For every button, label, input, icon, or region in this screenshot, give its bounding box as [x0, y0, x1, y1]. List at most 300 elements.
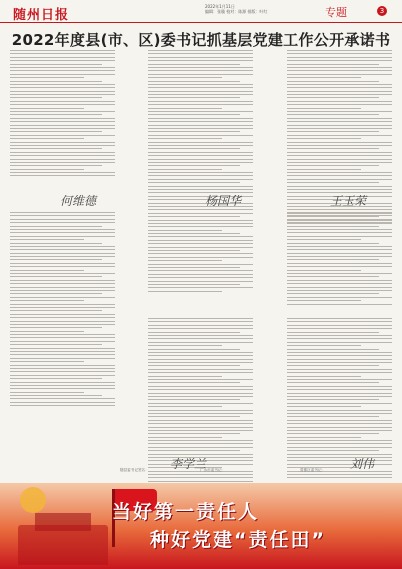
- signature-5: 刘伟: [350, 457, 375, 471]
- text-line: [10, 152, 115, 153]
- text-line: [287, 443, 392, 444]
- text-line: [10, 321, 115, 322]
- text-line: [287, 403, 392, 404]
- text-line: [287, 212, 392, 213]
- text-line: [287, 321, 392, 322]
- text-line: [148, 277, 253, 278]
- text-line: [287, 165, 379, 166]
- text-line: [287, 416, 379, 417]
- text-line: [287, 169, 361, 170]
- text-line: [148, 287, 253, 288]
- text-line: [10, 317, 115, 318]
- text-line: [287, 121, 392, 122]
- text-line: [287, 355, 392, 356]
- text-line: [10, 53, 115, 54]
- text-line: [10, 341, 115, 342]
- text-line: [148, 481, 253, 482]
- text-line: [148, 274, 253, 275]
- text-line: [148, 172, 253, 173]
- masthead: [0, 0, 402, 23]
- text-line: [10, 259, 102, 260]
- text-line: [10, 307, 115, 308]
- text-line: [148, 365, 240, 366]
- text-line: [148, 477, 253, 478]
- text-line: [287, 259, 379, 260]
- text-line: [287, 325, 392, 326]
- signature-3: 王玉荣: [330, 194, 367, 208]
- text-line: [287, 266, 392, 267]
- text-line: [148, 121, 253, 122]
- text-line: [10, 94, 115, 95]
- banner-slogan-line-2: 种好党建“责任田”: [150, 529, 326, 551]
- text-line: [148, 67, 253, 68]
- text-line: [148, 399, 240, 400]
- text-line: [287, 114, 379, 115]
- text-line: [148, 240, 253, 241]
- text-line: [287, 215, 392, 216]
- text-line: [148, 53, 253, 54]
- text-line: [148, 250, 240, 251]
- text-line: [148, 318, 253, 319]
- text-line: [10, 293, 102, 294]
- text-line: [10, 314, 115, 315]
- gate-building-icon: [18, 525, 108, 565]
- text-line: [148, 284, 240, 285]
- issue-info: [205, 4, 268, 14]
- text-line: [148, 355, 253, 356]
- text-line: [10, 121, 115, 122]
- issue-editors: 编辑：张璇 校对：陈源 排版：叶红: [205, 9, 268, 14]
- text-line: [10, 125, 115, 126]
- text-line: [287, 437, 361, 438]
- text-line: [10, 57, 115, 58]
- text-line: [287, 454, 392, 455]
- text-line: [148, 213, 253, 214]
- text-line: [287, 70, 392, 71]
- text-line: [148, 382, 240, 383]
- text-line: [10, 290, 115, 291]
- text-line: [287, 359, 392, 360]
- text-line: [10, 118, 115, 119]
- text-line: [287, 433, 379, 434]
- text-line: [287, 349, 379, 350]
- text-line: [148, 220, 253, 221]
- text-line: [287, 460, 392, 461]
- text-line: [10, 337, 115, 338]
- text-line: [148, 321, 253, 322]
- text-line: [287, 159, 392, 160]
- text-line: [10, 375, 115, 376]
- text-line: [10, 165, 102, 166]
- banner-slogan-line-1: 当好第一责任人: [112, 501, 260, 523]
- text-line: [287, 406, 361, 407]
- text-line: [287, 427, 392, 428]
- text-line: [10, 246, 115, 247]
- text-line: [10, 232, 115, 233]
- text-line: [10, 405, 115, 406]
- text-line: [148, 114, 240, 115]
- text-line: [148, 253, 253, 254]
- text-line: [287, 91, 392, 92]
- text-line: [10, 142, 115, 143]
- text-line: [287, 332, 379, 333]
- text-line: [148, 267, 240, 268]
- text-line: [287, 50, 392, 51]
- text-line: [287, 447, 392, 448]
- text-line: [10, 219, 115, 220]
- text-line: [10, 256, 115, 257]
- text-line: [148, 359, 253, 360]
- text-line: [287, 108, 361, 109]
- text-line: [287, 477, 392, 478]
- text-line: [287, 287, 392, 288]
- text-line: [148, 142, 253, 143]
- text-line: [148, 135, 253, 136]
- text-line: [287, 362, 392, 363]
- text-line: [287, 155, 392, 156]
- text-line: [287, 246, 392, 247]
- text-line: [287, 97, 379, 98]
- text-line: [287, 179, 392, 180]
- text-line: [148, 209, 253, 210]
- text-line: [287, 386, 392, 387]
- text-line: [287, 226, 379, 227]
- text-line: [148, 257, 253, 258]
- text-line: [287, 304, 392, 305]
- text-line: [148, 50, 253, 51]
- text-line: [148, 328, 253, 329]
- text-line: [10, 159, 115, 160]
- text-line: [148, 108, 222, 109]
- article-column-6: [287, 318, 392, 481]
- text-line: [287, 60, 392, 61]
- text-line: [287, 236, 392, 237]
- text-line: [10, 172, 115, 173]
- text-line: [148, 403, 253, 404]
- text-line: [287, 410, 392, 411]
- text-line: [10, 114, 102, 115]
- text-line: [287, 276, 379, 277]
- text-line: [10, 378, 102, 379]
- text-line: [287, 209, 392, 210]
- text-line: [148, 159, 253, 160]
- text-line: [148, 396, 253, 397]
- signature-caption-3: 曾都区委书记：: [300, 468, 326, 472]
- text-line: [287, 372, 392, 373]
- text-line: [148, 338, 253, 339]
- text-line: [287, 342, 392, 343]
- text-line: [287, 111, 392, 112]
- text-line: [10, 287, 115, 288]
- text-line: [148, 81, 240, 82]
- text-line: [287, 457, 392, 458]
- text-line: [148, 427, 253, 428]
- text-line: [287, 328, 392, 329]
- text-line: [148, 125, 253, 126]
- text-line: [287, 270, 361, 271]
- text-line: [10, 60, 115, 61]
- text-line: [148, 420, 253, 421]
- text-line: [148, 57, 253, 58]
- text-line: [287, 131, 379, 132]
- text-line: [10, 155, 115, 156]
- text-line: [10, 229, 115, 230]
- text-line: [148, 450, 240, 451]
- text-line: [148, 128, 253, 129]
- text-line: [148, 335, 253, 336]
- text-line: [148, 94, 253, 95]
- text-line: [287, 293, 379, 294]
- text-line: [287, 148, 379, 149]
- text-line: [10, 310, 102, 311]
- text-line: [287, 94, 392, 95]
- text-line: [287, 243, 379, 244]
- article-column-7: [287, 212, 392, 307]
- text-line: [148, 349, 240, 350]
- text-line: [10, 382, 115, 383]
- text-line: [10, 253, 115, 254]
- text-line: [10, 104, 115, 105]
- text-line: [10, 344, 102, 345]
- text-line: [148, 131, 240, 132]
- page-headline: 2022年度县(市、区)委书记抓基层党建工作公开承诺书: [11, 31, 391, 49]
- text-line: [287, 84, 392, 85]
- text-line: [287, 345, 361, 346]
- text-line: [10, 402, 115, 403]
- text-line: [287, 77, 361, 78]
- text-line: [287, 335, 392, 336]
- text-line: [10, 91, 115, 92]
- text-line: [287, 232, 392, 233]
- text-line: [287, 318, 392, 319]
- text-line: [148, 406, 222, 407]
- text-line: [148, 413, 253, 414]
- signature-2: 杨国华: [205, 194, 242, 208]
- text-line: [148, 260, 222, 261]
- article-column-4: [10, 212, 115, 409]
- text-line: [10, 249, 115, 250]
- text-line: [10, 222, 115, 223]
- text-line: [287, 172, 392, 173]
- text-line: [287, 464, 392, 465]
- text-line: [10, 175, 115, 176]
- text-line: [148, 345, 222, 346]
- text-line: [148, 189, 253, 190]
- text-line: [287, 219, 392, 220]
- text-line: [148, 372, 253, 373]
- text-line: [10, 297, 115, 298]
- text-line: [148, 233, 240, 234]
- text-line: [148, 162, 253, 163]
- text-line: [148, 169, 222, 170]
- text-line: [10, 236, 115, 237]
- signature-4: 李学兰: [170, 457, 207, 471]
- text-line: [287, 128, 392, 129]
- text-line: [287, 162, 392, 163]
- text-line: [10, 84, 115, 85]
- text-line: [148, 175, 253, 176]
- text-line: [148, 84, 253, 85]
- text-line: [148, 264, 253, 265]
- text-line: [148, 182, 240, 183]
- text-line: [10, 162, 115, 163]
- text-line: [10, 212, 115, 213]
- text-line: [148, 247, 253, 248]
- text-line: [10, 398, 115, 399]
- text-line: [287, 256, 392, 257]
- text-line: [148, 386, 253, 387]
- text-line: [10, 273, 115, 274]
- text-line: [287, 152, 392, 153]
- text-line: [10, 97, 102, 98]
- text-line: [287, 101, 392, 102]
- text-line: [287, 118, 392, 119]
- signature-caption-2: 广水市委书记：: [200, 468, 226, 472]
- section-title: 专题: [325, 6, 347, 19]
- text-line: [10, 138, 84, 139]
- text-line: [10, 385, 115, 386]
- text-line: [287, 474, 392, 475]
- text-line: [10, 64, 102, 65]
- text-line: [148, 410, 253, 411]
- text-line: [287, 249, 392, 250]
- text-line: [287, 53, 392, 54]
- text-line: [148, 165, 240, 166]
- text-line: [10, 263, 115, 264]
- text-line: [287, 430, 392, 431]
- signature-caption-1: 随县委书记签名：: [120, 468, 149, 472]
- text-line: [148, 155, 253, 156]
- text-line: [148, 148, 240, 149]
- text-line: [148, 389, 253, 390]
- text-line: [148, 352, 253, 353]
- text-line: [10, 365, 115, 366]
- text-line: [287, 369, 392, 370]
- text-line: [287, 382, 379, 383]
- text-line: [10, 300, 84, 301]
- text-line: [10, 77, 84, 78]
- text-line: [148, 97, 240, 98]
- text-line: [10, 50, 115, 51]
- text-line: [10, 358, 115, 359]
- text-line: [10, 304, 115, 305]
- text-line: [10, 101, 115, 102]
- text-line: [10, 351, 115, 352]
- text-line: [287, 104, 392, 105]
- emblem-icon: [20, 487, 46, 513]
- text-line: [148, 362, 253, 363]
- text-line: [287, 67, 392, 68]
- text-line: [10, 87, 115, 88]
- text-line: [287, 420, 392, 421]
- text-line: [10, 70, 115, 71]
- text-line: [287, 393, 392, 394]
- text-line: [10, 348, 115, 349]
- text-line: [10, 280, 115, 281]
- promo-banner: [0, 483, 402, 569]
- text-line: [148, 433, 240, 434]
- newspaper-logo: 随州日报: [13, 8, 70, 23]
- text-line: [148, 423, 253, 424]
- text-line: [287, 81, 379, 82]
- text-line: [10, 215, 115, 216]
- text-line: [10, 131, 102, 132]
- text-line: [148, 87, 253, 88]
- article-column-2: [148, 50, 253, 294]
- text-line: [287, 189, 392, 190]
- text-line: [287, 182, 379, 183]
- text-line: [10, 135, 115, 136]
- text-line: [10, 331, 84, 332]
- text-line: [10, 111, 115, 112]
- text-line: [10, 283, 115, 284]
- text-line: [148, 230, 222, 231]
- text-line: [287, 297, 392, 298]
- text-line: [148, 342, 253, 343]
- text-line: [10, 392, 84, 393]
- text-line: [287, 138, 361, 139]
- text-line: [287, 135, 392, 136]
- text-line: [287, 413, 392, 414]
- text-line: [148, 186, 253, 187]
- text-line: [287, 87, 392, 88]
- text-line: [287, 376, 361, 377]
- text-line: [10, 108, 84, 109]
- text-line: [287, 365, 379, 366]
- text-line: [148, 369, 253, 370]
- text-line: [10, 148, 102, 149]
- text-line: [148, 474, 253, 475]
- text-line: [148, 416, 240, 417]
- text-line: [10, 276, 102, 277]
- text-line: [148, 138, 222, 139]
- text-line: [287, 253, 392, 254]
- text-line: [148, 332, 240, 333]
- text-line: [287, 290, 392, 291]
- text-line: [287, 280, 392, 281]
- text-line: [287, 399, 379, 400]
- text-line: [287, 222, 392, 223]
- text-line: [10, 324, 115, 325]
- text-line: [10, 81, 102, 82]
- text-line: [148, 443, 253, 444]
- text-line: [10, 395, 102, 396]
- text-line: [10, 354, 115, 355]
- text-line: [10, 169, 84, 170]
- text-line: [148, 325, 253, 326]
- text-line: [10, 327, 102, 328]
- text-line: [287, 239, 361, 240]
- signature-1: 何维德: [60, 194, 97, 208]
- text-line: [287, 352, 392, 353]
- text-line: [10, 266, 115, 267]
- text-line: [287, 229, 392, 230]
- text-line: [287, 389, 392, 390]
- text-line: [148, 104, 253, 105]
- text-line: [287, 145, 392, 146]
- text-line: [148, 145, 253, 146]
- text-line: [148, 152, 253, 153]
- text-line: [148, 60, 253, 61]
- text-line: [10, 361, 84, 362]
- text-line: [148, 216, 240, 217]
- text-line: [148, 291, 222, 292]
- text-line: [287, 283, 392, 284]
- text-line: [148, 223, 253, 224]
- text-line: [148, 91, 253, 92]
- issue-date: 2022年1月11日: [205, 4, 235, 9]
- text-line: [148, 281, 253, 282]
